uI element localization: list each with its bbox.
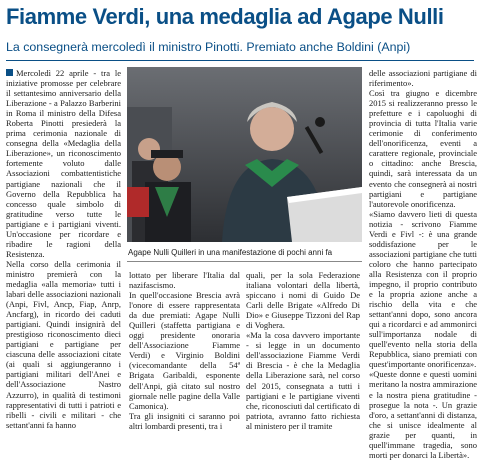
photo-caption: Agape Nulli Quilleri in una manifestazione di pochi anni fa bbox=[128, 248, 333, 257]
body-column-2 bbox=[129, 270, 240, 448]
body-paragraph: Così tra giugno e dicembre 2015 si realizzeranno presso le prefetture e i capoluoghi di provincia di tutta l'Italia varie cerimonie di conferimento dell'onorificenza, eventi a carattere regionale, provinciale o cittadino: anche Brescia, quindi, sarà interessata da un evento che consegnerà ai nostri partigiani e partigiane l'autorevole onorificenza. bbox=[369, 88, 477, 209]
body-paragraph: Tra gli insigniti ci saranno poi altri lombardi presenti, tra i bbox=[129, 410, 240, 431]
article-subheadline: La consegnerà mercoledì il ministro Pinotti. Premiato anche Boldini (Anpi) bbox=[6, 40, 411, 54]
lead-square-icon bbox=[6, 69, 13, 76]
body-paragraph: lottato per liberare l'Italia dal nazifascismo. bbox=[129, 270, 240, 291]
body-paragraph: «Siamo davvero lieti di questa notizia - scrivono Fiamme Verdi e Fivl -: è una grande soddisfazione per le associazioni partigiane che tutti coloro che hanno partecipato alla Resistenza con il proprio impegno, il proprio contributo e la propria azione anche a rischio della vita e che settant'anni dopo, sono ancora qui a ricordarci e ad ammonirci sull'importanza nodale di quell'evento nella storia della Repubblica, siano premiati con quest'importante onorificenza». bbox=[369, 208, 477, 370]
body-paragraph: delle associazioni partigiane di riferimento». bbox=[369, 68, 477, 89]
header-divider bbox=[6, 60, 474, 61]
body-paragraph: Nella corso della cerimonia il ministro premierà con la medaglia «alla memoria» tutti i labari delle associazioni nazionali (Anpi, Fivl, Ancp, Fiap, Anrp, Ancfarg), in ricordo dei caduti partigiani. Quindi insignirà del prestigioso riconoscimento dieci partigiani e partigiane per ciascuna delle associazioni citate (ai quali si aggiungeranno i partigiani militari dell'Anei e dell'Associazione Nastro Azzurro), in qualità di testimoni rappresentativi di tutti i patrioti e ribelli - civili e militari - che settant'anni fa hanno bbox=[6, 258, 121, 430]
article-photo bbox=[127, 67, 362, 242]
body-paragraph: «Ma la cosa davvero importante - si legge in un documento dell'associazione Fiamme Verdi di Brescia - è che la Medaglia della Liberazione sarà, nel corso del 2015, consegnata a tutti i partigiani e le partigiane viventi che, riconosciuti dal certificato di patriota, avranno fatto richiesta al ministero per il tramite bbox=[246, 330, 360, 431]
body-column-1 bbox=[6, 68, 121, 448]
body-paragraph: In quell'occasione Brescia avrà l'onore di essere rappresentata da due premiati: Agape Nulli Quilleri (staffetta partigiana e oggi presidente onoraria dell'Associazione Fiamme Verdi) e Virginio Boldini (vicecomandante della 54ª Brigata Garibaldi, esponente dell'Anpi, già citato sul nostro giornale nelle pagine della Valle Camonica). bbox=[129, 290, 240, 411]
body-column-3 bbox=[246, 270, 360, 448]
body-paragraph: «Queste donne e questi uomini meritano la nostra ammirazione e la nostra piena gratitudine - prosegue la nota -. Un grazie d'oro, a settant'anni di distanza, che si unisce idealmente al grazie per quanti, in quell'immane tragedia, sono morti per donarci la Libertà». bbox=[369, 369, 477, 460]
caption-divider bbox=[127, 261, 362, 262]
body-paragraph: quali, per la sola Federazione italiana volontari della libertà, spiccano i nomi di Guido De Carli delle Brigate «Alfredo Di Dio» e Giuseppe Tizzoni del Rap di Voghera. bbox=[246, 270, 360, 331]
body-column-4 bbox=[369, 68, 477, 460]
body-paragraph bbox=[6, 68, 121, 259]
body-paragraph-text: Mercoledì 22 aprile - tra le iniziative promosse per celebrare il settantesimo anniversario della Liberazione - a Palazzo Barberini in Roma il ministro della Difesa Roberta Pinotti presiederà la prima cerimonia nazionale di consegna della «Medaglia della Liberazione», un riconoscimento fortemente voluto dalle Associazioni combattentistiche partigiane nazionali che il Governo della Repubblica ha concesso quale simbolo di gratitudine verso tutte le partigiane e i partigiani viventi. Un'occasione per ricordare e ribadire le ragioni della Resistenza. bbox=[6, 68, 121, 259]
article-headline: Fiamme Verdi, una medaglia ad Agape Nulli bbox=[6, 4, 444, 29]
photo-illustration bbox=[127, 67, 362, 242]
